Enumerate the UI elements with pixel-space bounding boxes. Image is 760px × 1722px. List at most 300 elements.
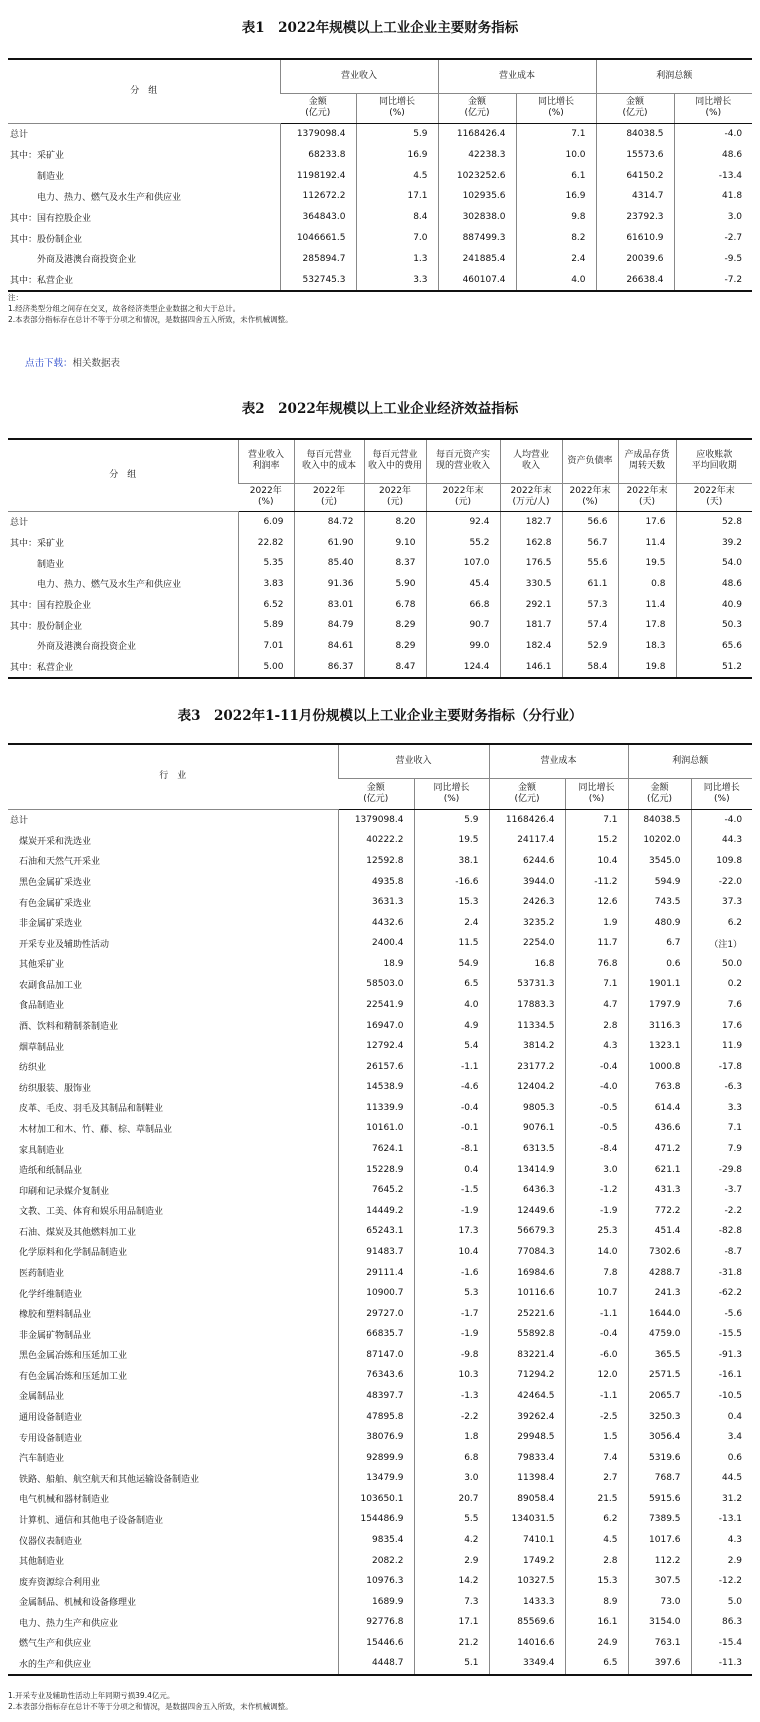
cell-value: 7.3 xyxy=(414,1591,489,1612)
cell-value: 15.3 xyxy=(414,892,489,913)
cell-value: 7.1 xyxy=(516,123,596,144)
row-label: 非金属矿采选业 xyxy=(10,919,83,930)
header-line: 营业收入 xyxy=(247,450,284,461)
cell-value: 14016.6 xyxy=(489,1633,565,1654)
cell-value: 146.1 xyxy=(500,656,562,678)
cell-value: 2.7 xyxy=(565,1468,628,1489)
header-line: (亿元) xyxy=(305,108,331,118)
cell-value: 10.4 xyxy=(565,851,628,872)
cell-value: 8.29 xyxy=(364,615,426,636)
row-label: 其中：国有控股企业 xyxy=(10,213,92,224)
row-label: 总计 xyxy=(10,816,29,827)
table-row xyxy=(8,594,752,615)
table-row xyxy=(8,1159,752,1180)
cell-value: 3.0 xyxy=(674,207,752,228)
cell-value: 5319.6 xyxy=(628,1447,691,1468)
table-row xyxy=(8,871,752,892)
cell-value: 182.7 xyxy=(500,511,562,532)
cell-value: 7.1 xyxy=(565,809,628,830)
cell-value: -82.8 xyxy=(691,1221,752,1242)
col-group-header: 营业成本 xyxy=(489,744,628,778)
cell-value: 16.9 xyxy=(516,186,596,207)
cell-value: 13414.9 xyxy=(489,1159,565,1180)
cell-value: 7.8 xyxy=(565,1262,628,1283)
cell-value: 182.4 xyxy=(500,636,562,657)
table-row xyxy=(8,553,752,574)
cell-value: 768.7 xyxy=(628,1468,691,1489)
header-line: (%) xyxy=(705,108,722,118)
cell-value: 4935.8 xyxy=(338,871,414,892)
cell-value: -8.4 xyxy=(565,1139,628,1160)
cell-value: 15446.6 xyxy=(338,1633,414,1654)
note-line: 2.本表部分指标存在总计不等于分项之和情况，是数据四舍五入所致，未作机械调整。 xyxy=(8,1702,293,1711)
unit-header xyxy=(294,483,364,511)
cell-value: 87147.0 xyxy=(338,1345,414,1366)
row-label: 石油和天然气开采业 xyxy=(10,857,101,868)
cell-value: 4432.6 xyxy=(338,912,414,933)
cell-value: 41.8 xyxy=(674,186,752,207)
group-header: 分 组 xyxy=(8,59,280,123)
cell-value: 241885.4 xyxy=(438,249,516,270)
table-row xyxy=(8,511,752,532)
header-line: 金额 xyxy=(308,97,327,107)
cell-value: 55.6 xyxy=(562,553,618,574)
cell-value: 11.4 xyxy=(618,594,676,615)
cell-value: 0.2 xyxy=(691,974,752,995)
header-line: 同比增长 xyxy=(695,97,732,107)
header-line: (%) xyxy=(582,497,598,507)
cell-value: 16.9 xyxy=(356,144,438,165)
cell-value: 112672.2 xyxy=(280,186,356,207)
cell-value: 1000.8 xyxy=(628,1056,691,1077)
growth-header xyxy=(691,778,752,809)
row-label: 专用设备制造业 xyxy=(10,1433,83,1444)
table-row xyxy=(8,123,752,144)
cell-value: 58.4 xyxy=(562,656,618,678)
row-label: 外商及港澳台商投资企业 xyxy=(10,642,137,653)
row-label: 有色金属矿采选业 xyxy=(10,898,92,909)
table-row xyxy=(8,1612,752,1633)
cell-value: 2.4 xyxy=(414,912,489,933)
cell-value: 65.6 xyxy=(676,636,752,657)
header-line: (%) xyxy=(443,793,460,804)
cell-value: 3154.0 xyxy=(628,1612,691,1633)
cell-value: 92.4 xyxy=(426,511,500,532)
cell-value: 0.6 xyxy=(628,954,691,975)
header-line: (亿元) xyxy=(647,793,673,804)
header-line: 2022年末 xyxy=(569,486,611,496)
header-line: 金额 xyxy=(468,97,487,107)
cell-value: 50.0 xyxy=(691,954,752,975)
row-label: 计算机、通信和其他电子设备制造业 xyxy=(10,1515,164,1526)
cell-value: 5.1 xyxy=(414,1653,489,1675)
row-label: 废弃资源综合利用业 xyxy=(10,1577,101,1588)
cell-value: 84.72 xyxy=(294,511,364,532)
header-line: 产成品存货 xyxy=(624,450,670,461)
row-label: 家具制造业 xyxy=(10,1145,65,1156)
amount-header xyxy=(338,778,414,809)
table3-title: 表3 2022年1-11月份规模以上工业企业主要财务指标（分行业） xyxy=(177,708,583,724)
cell-value: 2.9 xyxy=(414,1550,489,1571)
cell-value: -2.2 xyxy=(691,1200,752,1221)
cell-value: 20.7 xyxy=(414,1489,489,1510)
cell-value: -1.6 xyxy=(414,1262,489,1283)
cell-value: 887499.3 xyxy=(438,228,516,249)
cell-value: 307.5 xyxy=(628,1571,691,1592)
cell-value: 17883.3 xyxy=(489,995,565,1016)
cell-value: 5.89 xyxy=(238,615,294,636)
cell-value: 3944.0 xyxy=(489,871,565,892)
cell-value: 3.0 xyxy=(565,1159,628,1180)
cell-value: 57.4 xyxy=(562,615,618,636)
cell-value: 5915.6 xyxy=(628,1489,691,1510)
row-label: 其中：私营企业 xyxy=(10,663,74,674)
note-line: 1.开采专业及辅助性活动上年同期亏损39.4亿元。 xyxy=(8,1691,175,1700)
cell-value: -3.7 xyxy=(691,1180,752,1201)
header-line: 收入中的费用 xyxy=(367,461,422,472)
cell-value: 9076.1 xyxy=(489,1118,565,1139)
cell-value: 29111.4 xyxy=(338,1262,414,1283)
row-label: 其中：私营企业 xyxy=(10,276,74,287)
column-header xyxy=(294,439,364,483)
cell-value: 5.3 xyxy=(414,1283,489,1304)
cell-value: 3250.3 xyxy=(628,1406,691,1427)
download-line xyxy=(25,355,120,369)
cell-value: -0.4 xyxy=(565,1056,628,1077)
cell-value: 3.0 xyxy=(414,1468,489,1489)
cell-value: 25.3 xyxy=(565,1221,628,1242)
table-row xyxy=(8,1303,752,1324)
cell-value: 102935.6 xyxy=(438,186,516,207)
cell-value: 6.5 xyxy=(565,1653,628,1675)
header-line: (%) xyxy=(548,108,564,118)
cell-value: 39262.4 xyxy=(489,1406,565,1427)
cell-value: -0.5 xyxy=(565,1098,628,1119)
cell-value: 5.90 xyxy=(364,574,426,595)
header-line: 资产负债率 xyxy=(567,455,613,466)
cell-value: 15.3 xyxy=(565,1571,628,1592)
cell-value: 11398.4 xyxy=(489,1468,565,1489)
cell-value: -5.6 xyxy=(691,1303,752,1324)
cell-value: 42238.3 xyxy=(438,144,516,165)
header-line: 收入 xyxy=(521,461,540,472)
cell-value: 20039.6 xyxy=(596,249,674,270)
header-line: 同比增长 xyxy=(433,782,470,793)
cell-value: 2082.2 xyxy=(338,1550,414,1571)
cell-value: 8.47 xyxy=(364,656,426,678)
table-row xyxy=(8,228,752,249)
cell-value: 2254.0 xyxy=(489,933,565,954)
table2-body xyxy=(8,511,752,678)
cell-value: 31.2 xyxy=(691,1489,752,1510)
cell-value: 24117.4 xyxy=(489,830,565,851)
cell-value: 10202.0 xyxy=(628,830,691,851)
table3-body xyxy=(8,809,752,1675)
header-line: (元) xyxy=(386,497,404,507)
cell-value: 92899.9 xyxy=(338,1447,414,1468)
cell-value: 15573.6 xyxy=(596,144,674,165)
unit-header xyxy=(238,483,294,511)
header-line: (%) xyxy=(714,793,730,804)
table-row xyxy=(8,1365,752,1386)
amount-header xyxy=(596,93,674,123)
table-row xyxy=(8,1509,752,1530)
table2-title: 表2 2022年规模以上工业企业经济效益指标 xyxy=(241,401,519,417)
cell-value: （注1） xyxy=(691,933,752,954)
cell-value: 10161.0 xyxy=(338,1118,414,1139)
table-row xyxy=(8,1180,752,1201)
cell-value: 86.37 xyxy=(294,656,364,678)
column-header xyxy=(238,439,294,483)
table1-notes xyxy=(8,292,293,325)
cell-value: 431.3 xyxy=(628,1180,691,1201)
cell-value: 19.8 xyxy=(618,656,676,678)
cell-value: 4.0 xyxy=(516,269,596,291)
cell-value: 154486.9 xyxy=(338,1509,414,1530)
cell-value: 71294.2 xyxy=(489,1365,565,1386)
table-row xyxy=(8,830,752,851)
cell-value: 241.3 xyxy=(628,1283,691,1304)
header-line: 金额 xyxy=(366,782,385,793)
cell-value: -1.9 xyxy=(565,1200,628,1221)
cell-value: 4.3 xyxy=(691,1530,752,1551)
cell-value: 16.8 xyxy=(489,954,565,975)
cell-value: 451.4 xyxy=(628,1221,691,1242)
row-label: 有色金属冶炼和压延加工业 xyxy=(10,1371,128,1382)
cell-value: 56.6 xyxy=(562,511,618,532)
cell-value: 1046661.5 xyxy=(280,228,356,249)
col-group-header: 利润总额 xyxy=(596,59,752,93)
header-line: (%) xyxy=(389,108,405,118)
table-row xyxy=(8,656,752,678)
row-label: 非金属矿物制品业 xyxy=(10,1330,92,1341)
header-line: 2022年末 xyxy=(510,486,552,496)
cell-value: 90.7 xyxy=(426,615,500,636)
amount-header xyxy=(438,93,516,123)
cell-value: 743.5 xyxy=(628,892,691,913)
growth-header xyxy=(356,93,438,123)
cell-value: 73.0 xyxy=(628,1591,691,1612)
cell-value: 0.4 xyxy=(414,1159,489,1180)
cell-value: -15.5 xyxy=(691,1324,752,1345)
table-row xyxy=(8,574,752,595)
cell-value: 24.9 xyxy=(565,1633,628,1654)
cell-value: 39.2 xyxy=(676,532,752,553)
cell-value: 7.1 xyxy=(565,974,628,995)
cell-value: 77084.3 xyxy=(489,1242,565,1263)
header-line: 每百元资产实 xyxy=(435,450,490,461)
cell-value: 7624.1 xyxy=(338,1139,414,1160)
cell-value: 3545.0 xyxy=(628,851,691,872)
table-row xyxy=(8,1098,752,1119)
table-row xyxy=(8,1015,752,1036)
header-line: (天) xyxy=(638,497,656,507)
cell-value: 15228.9 xyxy=(338,1159,414,1180)
row-label: 开采专业及辅助性活动 xyxy=(10,939,110,950)
cell-value: -6.3 xyxy=(691,1077,752,1098)
cell-value: 21.5 xyxy=(565,1489,628,1510)
cell-value: 16947.0 xyxy=(338,1015,414,1036)
table1-title: 表1 2022年规模以上工业企业主要财务指标 xyxy=(241,20,519,36)
cell-value: 3.3 xyxy=(356,269,438,291)
cell-value: 15.2 xyxy=(565,830,628,851)
cell-value: 37.3 xyxy=(691,892,752,913)
growth-header xyxy=(565,778,628,809)
cell-value: 8.29 xyxy=(364,636,426,657)
cell-value: 6313.5 xyxy=(489,1139,565,1160)
table-row xyxy=(8,1447,752,1468)
table-row xyxy=(8,636,752,657)
cell-value: 460107.4 xyxy=(438,269,516,291)
cell-value: 17.3 xyxy=(414,1221,489,1242)
cell-value: -2.7 xyxy=(674,228,752,249)
cell-value: 11339.9 xyxy=(338,1098,414,1119)
cell-value: 4.5 xyxy=(565,1530,628,1551)
header-line: 2022年 xyxy=(379,486,411,496)
cell-value: -8.1 xyxy=(414,1139,489,1160)
table-row xyxy=(8,1118,752,1139)
cell-value: 594.9 xyxy=(628,871,691,892)
row-label: 其他制造业 xyxy=(10,1557,65,1568)
unit-header xyxy=(618,483,676,511)
cell-value: 134031.5 xyxy=(489,1509,565,1530)
cell-value: 124.4 xyxy=(426,656,500,678)
cell-value: 84038.5 xyxy=(596,123,674,144)
row-label: 其他采矿业 xyxy=(10,960,65,971)
cell-value: 17.6 xyxy=(618,511,676,532)
cell-value: 5.00 xyxy=(238,656,294,678)
cell-value: 1.3 xyxy=(356,249,438,270)
row-label: 总计 xyxy=(10,130,29,141)
cell-value: 89058.4 xyxy=(489,1489,565,1510)
row-label: 纺织业 xyxy=(10,1063,47,1074)
cell-value: 5.35 xyxy=(238,553,294,574)
cell-value: 6.5 xyxy=(414,974,489,995)
cell-value: -17.8 xyxy=(691,1056,752,1077)
header-line: (亿元) xyxy=(363,793,389,804)
cell-value: 8.20 xyxy=(364,511,426,532)
cell-value: 10116.6 xyxy=(489,1283,565,1304)
cell-value: 61.1 xyxy=(562,574,618,595)
cell-value: 0.8 xyxy=(618,574,676,595)
header-line: (亿元) xyxy=(464,108,490,118)
cell-value: -0.4 xyxy=(565,1324,628,1345)
cell-value: 162.8 xyxy=(500,532,562,553)
cell-value: 1023252.6 xyxy=(438,165,516,186)
cell-value: 66835.7 xyxy=(338,1324,414,1345)
cell-value: 55.2 xyxy=(426,532,500,553)
amount-header xyxy=(489,778,565,809)
cell-value: 3.83 xyxy=(238,574,294,595)
cell-value: 17.6 xyxy=(691,1015,752,1036)
cell-value: -16.6 xyxy=(414,871,489,892)
col-group-header: 营业收入 xyxy=(338,744,489,778)
cell-value: 54.9 xyxy=(414,954,489,975)
cell-value: 5.5 xyxy=(414,1509,489,1530)
cell-value: -9.5 xyxy=(674,249,752,270)
cell-value: -4.0 xyxy=(691,809,752,830)
header-line: 利润率 xyxy=(252,461,280,472)
cell-value: -22.0 xyxy=(691,871,752,892)
row-label: 通用设备制造业 xyxy=(10,1413,83,1424)
header-line: 同比增长 xyxy=(578,782,615,793)
row-label: 其中：股份制企业 xyxy=(10,234,83,245)
cell-value: 480.9 xyxy=(628,912,691,933)
cell-value: 4.5 xyxy=(356,165,438,186)
header-line: 2022年末 xyxy=(626,486,668,496)
header-line: (万元/人) xyxy=(512,497,550,507)
cell-value: 22541.9 xyxy=(338,995,414,1016)
cell-value: -1.1 xyxy=(414,1056,489,1077)
cell-value: -0.4 xyxy=(414,1098,489,1119)
growth-header xyxy=(414,778,489,809)
unit-header xyxy=(426,483,500,511)
cell-value: 1379098.4 xyxy=(280,123,356,144)
cell-value: 2065.7 xyxy=(628,1386,691,1407)
cell-value: 2.9 xyxy=(691,1550,752,1571)
row-label: 其中：采矿业 xyxy=(10,151,65,162)
cell-value: 29727.0 xyxy=(338,1303,414,1324)
cell-value: 25221.6 xyxy=(489,1303,565,1324)
cell-value: 6.2 xyxy=(565,1509,628,1530)
amount-header xyxy=(628,778,691,809)
amount-header xyxy=(280,93,356,123)
cell-value: -2.2 xyxy=(414,1406,489,1427)
row-label: 电气机械和器材制造业 xyxy=(10,1495,110,1506)
cell-value: -62.2 xyxy=(691,1283,752,1304)
row-label: 其中：股份制企业 xyxy=(10,621,83,632)
cell-value: 1689.9 xyxy=(338,1591,414,1612)
cell-value: -1.7 xyxy=(414,1303,489,1324)
cell-value: 40222.2 xyxy=(338,830,414,851)
cell-value: -13.4 xyxy=(674,165,752,186)
table-row xyxy=(8,1262,752,1283)
row-label: 医药制造业 xyxy=(10,1269,65,1279)
table-row xyxy=(8,1571,752,1592)
cell-value: 85569.6 xyxy=(489,1612,565,1633)
table-row xyxy=(8,1036,752,1057)
cell-value: 19.5 xyxy=(414,830,489,851)
cell-value: 84.79 xyxy=(294,615,364,636)
cell-value: 2426.3 xyxy=(489,892,565,913)
cell-value: 11.9 xyxy=(691,1036,752,1057)
cell-value: 5.4 xyxy=(414,1036,489,1057)
cell-value: 1901.1 xyxy=(628,974,691,995)
download-link[interactable]: 点击下载： xyxy=(25,358,73,369)
header-line: 收入中的成本 xyxy=(301,461,356,472)
cell-value: 1379098.4 xyxy=(338,809,414,830)
cell-value: 9835.4 xyxy=(338,1530,414,1551)
cell-value: 14449.2 xyxy=(338,1200,414,1221)
cell-value: 2400.4 xyxy=(338,933,414,954)
cell-value: -1.2 xyxy=(565,1180,628,1201)
cell-value: 4.7 xyxy=(565,995,628,1016)
row-label: 化学原料和化学制品制造业 xyxy=(10,1248,128,1259)
column-header xyxy=(426,439,500,483)
row-label: 电力、热力、燃气及水生产和供应业 xyxy=(10,192,182,203)
cell-value: 22.82 xyxy=(238,532,294,553)
header-line: 人均营业 xyxy=(512,450,549,461)
cell-value: 18.9 xyxy=(338,954,414,975)
table-row xyxy=(8,1345,752,1366)
cell-value: 4.3 xyxy=(565,1036,628,1057)
cell-value: 66.8 xyxy=(426,594,500,615)
table-row xyxy=(8,269,752,291)
header-line: 2022年 xyxy=(313,486,345,496)
note-line: 1.经济类型分组之间存在交叉，故各经济类型企业数据之和大于总计。 xyxy=(8,304,241,313)
cell-value: 7.1 xyxy=(691,1118,752,1139)
cell-value: 364843.0 xyxy=(280,207,356,228)
